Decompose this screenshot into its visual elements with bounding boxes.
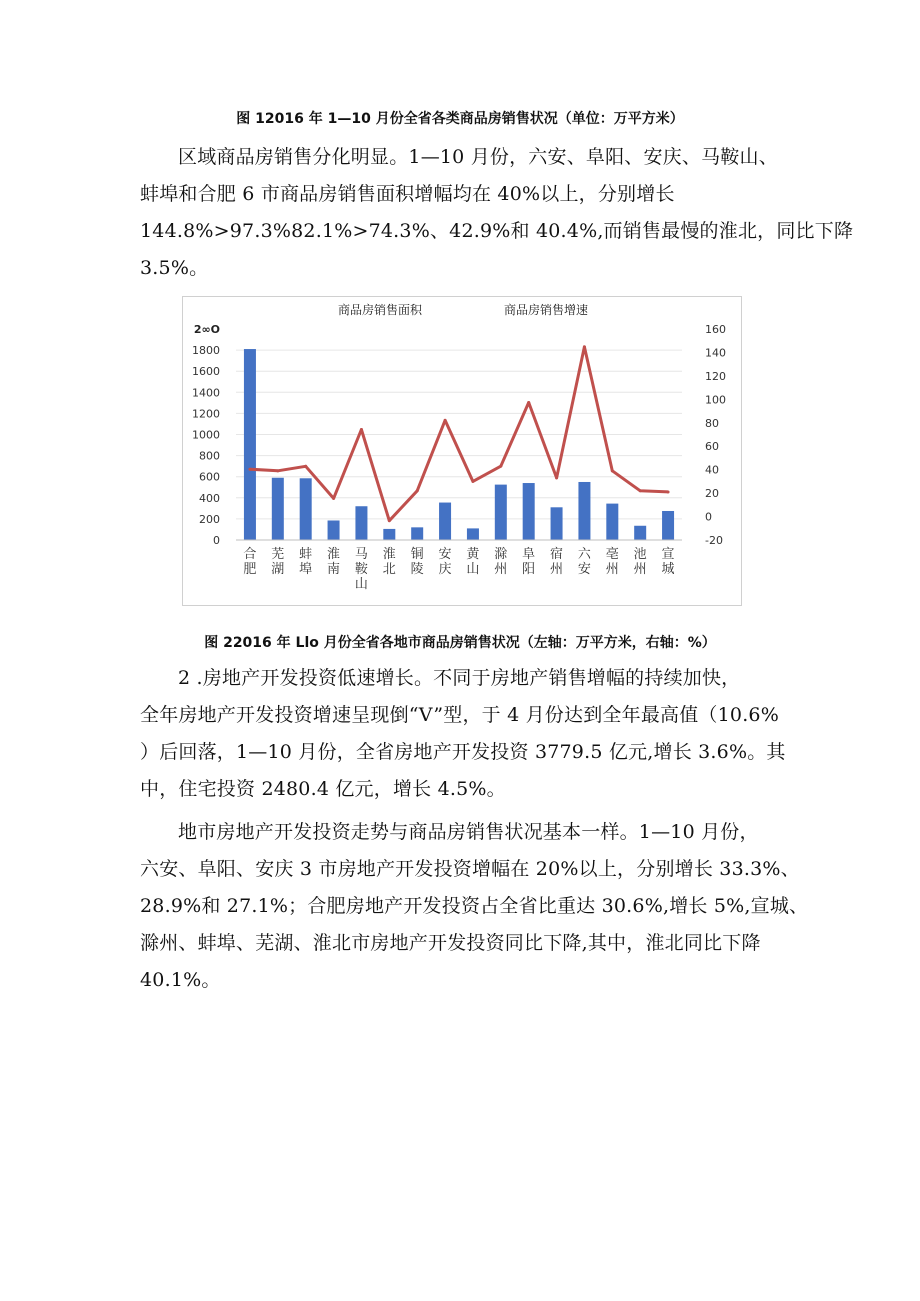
right-axis-tick-label: 40 [705, 463, 719, 477]
growth-point-芜湖 [276, 469, 279, 472]
left-axis-tick-label: 1200 [192, 407, 220, 421]
category-label: 滁州 [494, 547, 508, 577]
figure2-caption: 图 22016 年 Llo 月份全省各地市商品房销售状况（左轴：万平方米，右轴：%） [204, 635, 716, 651]
growth-point-马鞍山 [360, 428, 363, 431]
left-axis-tick-label: 1600 [192, 365, 220, 379]
category-label: 芜湖 [271, 547, 285, 577]
left-axis-tick-label: 0 [213, 534, 220, 547]
left-axis-tick-label: 200 [199, 512, 220, 526]
growth-point-蚌埠 [304, 465, 307, 468]
category-label: 淮南 [327, 547, 341, 577]
growth-point-亳州 [611, 469, 614, 472]
sales-chart [182, 296, 742, 606]
bar-滁州 [495, 485, 507, 540]
category-label: 六安 [577, 547, 591, 577]
category-label: 阜阳 [522, 547, 536, 577]
growth-point-安庆 [444, 419, 447, 422]
bar-池州 [634, 526, 646, 540]
growth-point-宣城 [667, 490, 670, 493]
left-axis-tick-label: 800 [199, 449, 220, 463]
text-line: 地市房地产开发投资走势与商品房销售状况基本一样。1—10 月份， [178, 821, 759, 843]
right-axis-tick-label: 120 [705, 369, 726, 383]
bar-黄山 [467, 528, 479, 540]
left-axis-tick-label: 1400 [192, 386, 220, 400]
bar-亳州 [606, 504, 618, 540]
legend-item-bars: 商品房销售面积 [337, 303, 423, 317]
bar-六安 [578, 482, 590, 540]
bar-合肥 [244, 349, 256, 540]
paragraph-city-investment [140, 814, 809, 999]
right-axis-tick-label: 160 [705, 323, 726, 336]
bar-蚌埠 [300, 478, 312, 540]
text-line: 蚌埠和合肥 6 市商品房销售面积增幅均在 40%以上，分别增长 [140, 183, 675, 205]
growth-point-宿州 [555, 476, 558, 479]
text-line: 40.1%。 [140, 969, 221, 991]
bar-宿州 [551, 507, 563, 540]
text-line: 滁州、蚌埠、芜湖、淮北市房地产开发投资同比下降,其中，淮北同比下降 [140, 932, 761, 954]
bar-马鞍山 [355, 506, 367, 540]
right-axis-tick-label: 20 [705, 487, 719, 501]
right-axis-tick-label: -20 [705, 534, 723, 547]
bar-安庆 [439, 503, 451, 540]
growth-point-铜陵 [416, 489, 419, 492]
left-axis-tick-label: 400 [199, 491, 220, 505]
growth-point-阜阳 [527, 401, 530, 404]
text-line: 28.9%和 27.1%；合肥房地产开发投资占全省比重达 30.6%,增长 5%,宣城、 [140, 895, 809, 917]
growth-point-淮北 [388, 519, 391, 522]
text-line: 144.8%>97.3%82.1%>74.3%、42.9%和 40.4%,而销售最慢的淮北，同比下降 [140, 220, 854, 242]
category-label: 合肥 [243, 547, 257, 577]
bar-铜陵 [411, 527, 423, 540]
category-label: 宣城 [661, 547, 675, 577]
text-line: 3.5%。 [140, 257, 209, 279]
bar-淮北 [383, 529, 395, 540]
growth-point-六安 [583, 345, 586, 348]
paragraph-regional-sales [140, 139, 854, 287]
category-label: 黄山 [466, 547, 480, 577]
right-axis-tick-label: 0 [705, 510, 712, 524]
text-line: 区域商品房销售分化明显。1—10 月份，六安、阜阳、安庆、马鞍山、 [178, 146, 778, 168]
right-axis-tick-label: 100 [705, 393, 726, 407]
text-line: 全年房地产开发投资增速呈现倒“V”型，于 4 月份达到全年最高值（10.6% [140, 704, 779, 726]
bar-宣城 [662, 511, 674, 540]
bar-淮南 [328, 520, 340, 540]
category-label: 池州 [633, 547, 647, 577]
growth-point-黄山 [471, 480, 474, 483]
category-label: 宿州 [550, 547, 564, 577]
text-line: 中，住宅投资 2480.4 亿元，增长 4.5%。 [140, 778, 506, 800]
growth-point-合肥 [248, 468, 251, 471]
right-axis-tick-label: 60 [705, 440, 719, 454]
category-label: 蚌埠 [299, 547, 313, 577]
legend-item-line: 商品房销售增速 [503, 303, 589, 317]
text-line: 六安、阜阳、安庆 3 市房地产开发投资增幅在 20%以上，分别增长 33.3%、 [140, 858, 800, 880]
paragraph-investment [140, 660, 790, 808]
category-label: 安庆 [438, 547, 452, 577]
left-axis-top-label: 2∞O [193, 323, 220, 336]
growth-point-池州 [639, 489, 642, 492]
growth-point-淮南 [332, 497, 335, 500]
growth-point-滁州 [499, 465, 502, 468]
left-axis-tick-label: 600 [199, 470, 220, 484]
category-label: 铜陵 [410, 547, 424, 577]
category-label: 马鞍山 [354, 547, 368, 592]
bar-阜阳 [523, 483, 535, 540]
bar-芜湖 [272, 478, 284, 540]
left-axis-tick-label: 1800 [192, 344, 220, 358]
left-axis-tick-label: 1000 [192, 428, 220, 442]
text-line: 2 .房地产开发投资低速增长。不同于房地产销售增幅的持续加快， [178, 667, 741, 689]
right-axis-tick-label: 80 [705, 416, 719, 430]
text-line: ）后回落，1—10 月份，全省房地产开发投资 3779.5 亿元,增长 3.6%。其 [140, 741, 786, 763]
right-axis-tick-label: 140 [705, 346, 726, 360]
category-label: 亳州 [605, 547, 619, 577]
figure1-caption: 图 12016 年 1—10 月份全省各类商品房销售状况（单位：万平方米） [236, 111, 684, 127]
chart-frame [183, 297, 742, 606]
category-label: 淮北 [382, 547, 396, 577]
